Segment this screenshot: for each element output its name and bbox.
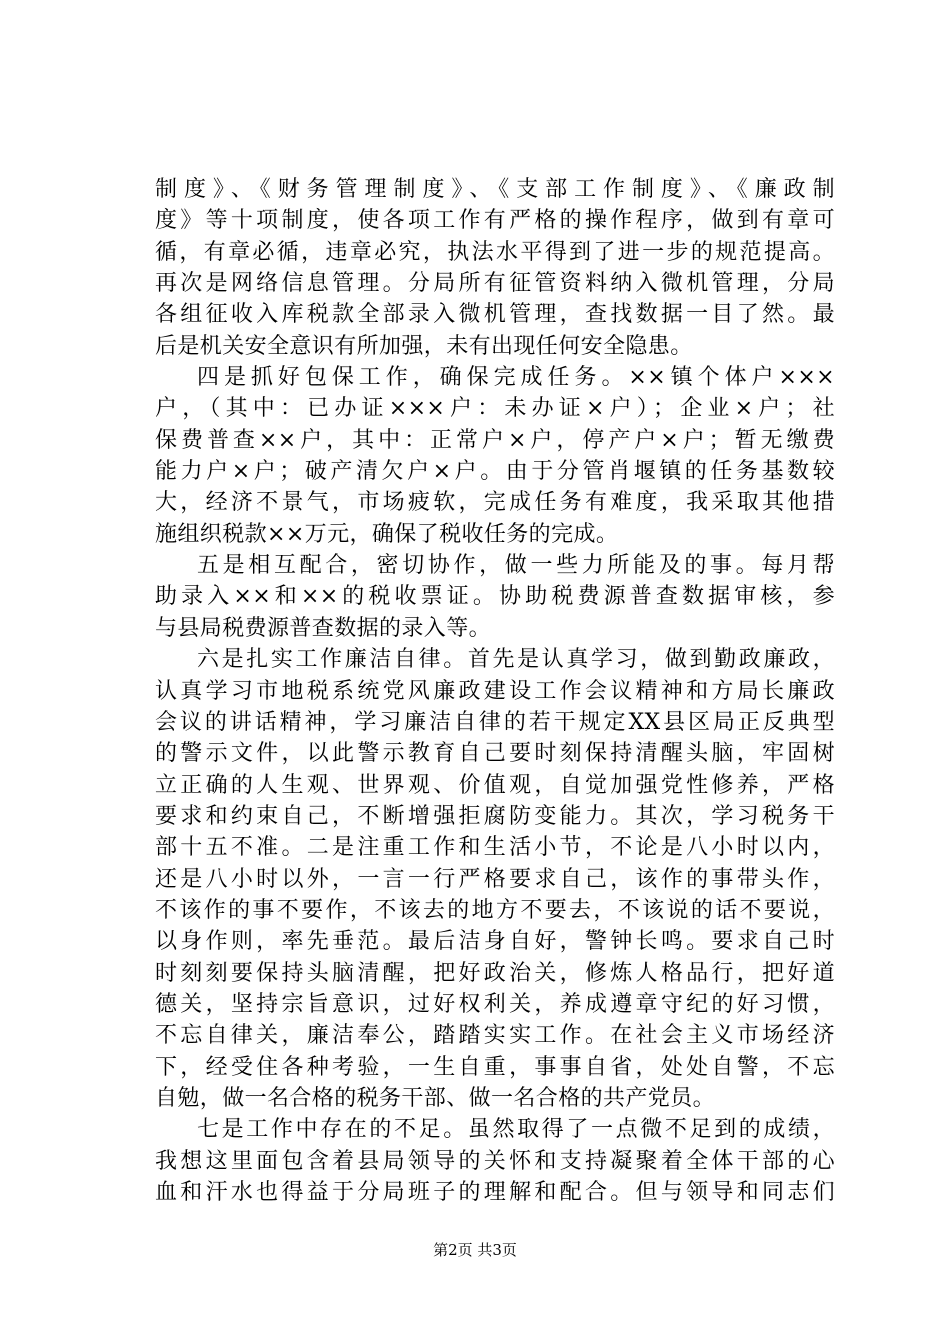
paragraph [155, 174, 835, 362]
text-line: 会议的讲话精神，学习廉洁自律的若干规定XX县区局正反典型 [155, 709, 835, 735]
text-line: 助录入××和××的税收票证。协助税费源普查数据审核，参 [155, 584, 835, 610]
text-line: 血和汗水也得益于分局班子的理解和配合。但与领导和同志们 [155, 1180, 835, 1205]
text-line: 再次是网络信息管理。分局所有征管资料纳入微机管理，分局 [155, 271, 835, 297]
paragraph [155, 362, 835, 550]
text-line: 大，经济不景气，市场疲软，完成任务有难度，我采取其他措 [155, 490, 835, 516]
text-line: 保费普查××户，其中：正常户×户，停产户×户；暂无缴费 [155, 427, 835, 453]
text-line: 立正确的人生观、世界观、价值观，自觉加强党性修养，严格 [155, 772, 835, 798]
text-line: 德关，坚持宗旨意识，过好权利关，养成遵章守纪的好习惯， [155, 991, 835, 1017]
paragraph [155, 550, 835, 644]
text-line: 认真学习市地税系统党风廉政建设工作会议精神和方局长廉政 [155, 678, 835, 704]
text-line: 五是相互配合，密切协作，做一些力所能及的事。每月帮 [197, 553, 835, 579]
text-line: 时刻刻要保持头脑清醒，把好政治关，修炼人格品行，把好道 [155, 960, 835, 986]
text-line: 不忘自律关，廉洁奉公，踏踏实实工作。在社会主义市场经济 [155, 1023, 835, 1049]
text-line: 部十五不准。二是注重工作和生活小节，不论是八小时以内， [155, 835, 835, 861]
text-line: 循，有章必循，违章必究，执法水平得到了进一步的规范提高。 [155, 239, 835, 265]
text-line: 我想这里面包含着县局领导的关怀和支持凝聚着全体干部的心 [155, 1148, 835, 1174]
text-line: 能力户×户；破产清欠户×户。由于分管肖堰镇的任务基数较 [155, 459, 835, 485]
paragraph [155, 644, 835, 1114]
text-line: 与县局税费源普查数据的录入等。 [155, 615, 492, 641]
document-body [155, 174, 835, 1208]
text-line: 度》等十项制度，使各项工作有严格的操作程序，做到有章可 [155, 208, 835, 234]
text-line: 不该作的事不要作，不该去的地方不要去，不该说的话不要说， [155, 897, 835, 923]
paragraph [155, 1114, 835, 1208]
text-line: 还是八小时以外，一言一行严格要求自己，该作的事带头作， [155, 866, 835, 892]
text-line: 制度》、《财务管理制度》、《支部工作制度》、《廉政制 [155, 177, 835, 202]
text-line: 七是工作中存在的不足。虽然取得了一点微不足到的成绩， [197, 1117, 835, 1143]
text-line: 下，经受住各种考验，一生自重，事事自省，处处自警，不忘 [155, 1054, 835, 1080]
text-line: 要求和约束自己，不断增强拒腐防变能力。其次，学习税务干 [155, 803, 835, 829]
page-footer: 第2页 共3页 [433, 1241, 517, 1259]
text-line: 各组征收入库税款全部录入微机管理，查找数据一目了然。最 [155, 302, 835, 328]
text-line: 六是扎实工作廉洁自律。首先是认真学习，做到勤政廉政， [197, 647, 835, 673]
text-line: 以身作则，率先垂范。最后洁身自好，警钟长鸣。要求自己时 [155, 929, 835, 955]
text-line: 施组织税款××万元，确保了税收任务的完成。 [155, 521, 619, 547]
text-line: 后是机关安全意识有所加强，未有出现任何安全隐患。 [155, 333, 693, 359]
text-line: 户，（其中：已办证×××户：未办证×户）；企业×户；社 [155, 396, 835, 422]
text-line: 自勉，做一名合格的税务干部、做一名合格的共产党员。 [155, 1085, 716, 1111]
text-line: 的警示文件，以此警示教育自己要时刻保持清醒头脑，牢固树 [155, 741, 835, 767]
text-line: 四是抓好包保工作，确保完成任务。××镇个体户××× [197, 365, 835, 391]
